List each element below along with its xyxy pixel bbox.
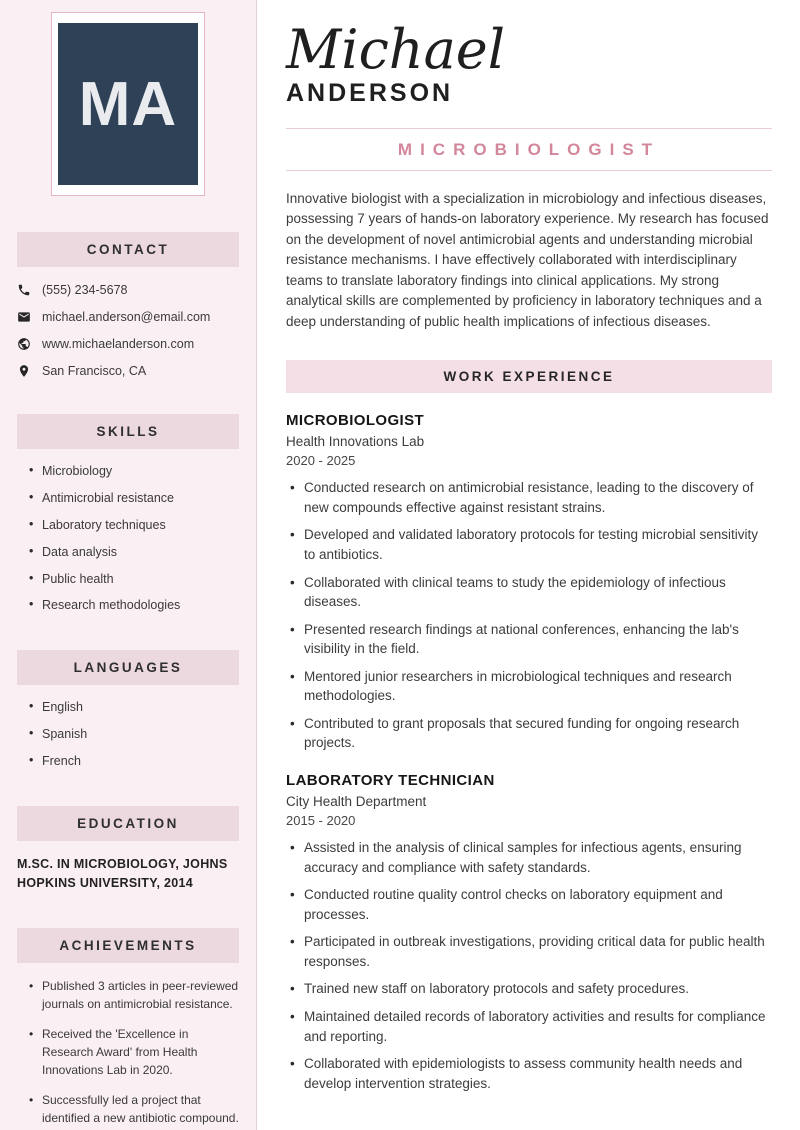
contact-phone <box>17 283 239 297</box>
languages-header: LANGUAGES <box>17 650 239 685</box>
first-name: Michael <box>286 18 506 81</box>
job-bullet: • Trained new staff on laboratory protocols and safety procedures. <box>286 979 772 999</box>
achievements-header: ACHIEVEMENTS <box>17 928 239 963</box>
contact-list <box>17 283 239 378</box>
skills-section <box>17 414 239 614</box>
skill-item: • Research methodologies <box>29 597 239 614</box>
monogram-box <box>58 23 198 185</box>
education-header: EDUCATION <box>17 806 239 841</box>
skill-item: • Laboratory techniques <box>29 517 239 534</box>
contact-phone-text: (555) 234-5678 <box>42 283 128 297</box>
education-section <box>17 806 239 893</box>
job-bullet: • Conducted research on antimicrobial resistance, leading to the discovery of new compounds effective against resistant strains. <box>286 478 772 517</box>
language-item: • English <box>29 699 239 716</box>
contact-header: CONTACT <box>17 232 239 267</box>
job-bullet: • Conducted routine quality control checks on laboratory equipment and processes. <box>286 885 772 924</box>
job-bullet: • Developed and validated laboratory protocols for testing microbial sensitivity to antibiotics. <box>286 525 772 564</box>
skill-item: • Data analysis <box>29 544 239 561</box>
contact-location <box>17 364 239 378</box>
achievement-item: • Received the 'Excellence in Research Award' from Health Innovations Lab in 2020. <box>29 1025 239 1079</box>
job-role: LABORATORY TECHNICIAN <box>286 772 495 790</box>
education-degree: M.SC. IN MICROBIOLOGY, JOHNS HOPKINS UNIVERSITY, 2014 <box>17 856 228 890</box>
job-bullet: • Maintained detailed records of laboratory activities and results for compliance and reporting. <box>286 1007 772 1046</box>
job-bullet: • Collaborated with epidemiologists to assess community health needs and develop intervention strategies. <box>286 1054 772 1093</box>
contact-location-text: San Francisco, CA <box>42 364 147 378</box>
main-content <box>257 0 800 1130</box>
monogram-card <box>51 12 205 196</box>
globe-icon <box>17 337 31 351</box>
job-bullet: • Assisted in the analysis of clinical samples for infectious agents, ensuring accuracy and compliance with safety standards. <box>286 838 772 877</box>
monogram-initials: MA <box>78 69 178 139</box>
job-bullet-list <box>286 838 772 1093</box>
job-entry <box>286 772 772 1093</box>
job-role: MICROBIOLOGIST <box>286 412 425 430</box>
languages-section <box>17 650 239 770</box>
divider <box>286 170 772 171</box>
job-dates: 2015 - 2020 <box>286 813 356 829</box>
location-icon <box>17 364 31 378</box>
job-bullet: • Collaborated with clinical teams to study the epidemiology of infectious diseases. <box>286 573 772 612</box>
skills-list <box>29 463 239 614</box>
language-item: • Spanish <box>29 726 239 743</box>
email-icon <box>17 310 31 324</box>
skills-header: SKILLS <box>17 414 239 449</box>
job-bullet: • Mentored junior researchers in microbiological techniques and research methodologies. <box>286 667 772 706</box>
job-bullet: • Participated in outbreak investigations, providing critical data for public health responses. <box>286 932 772 971</box>
phone-icon <box>17 283 31 297</box>
professional-summary: Innovative biologist with a specialization in microbiology and infectious diseases, possessing 7 years of hands-on laboratory experience. My research has focused on the development of novel antimicrobial agents and understanding microbial resistance mechanisms. I have effectively collaborated with interdisciplinary teams to translate laboratory findings into clinical applications. My strong analytical skills are complemented by proficiency in laboratory techniques and a deep understanding of public health implications of infectious diseases. <box>286 190 769 329</box>
contact-email-text: michael.anderson@email.com <box>42 310 211 324</box>
skill-item: • Antimicrobial resistance <box>29 490 239 507</box>
language-item: • French <box>29 753 239 770</box>
job-bullet: • Presented research findings at national conferences, enhancing the lab's visibility in the field. <box>286 620 772 659</box>
job-bullet-list <box>286 478 772 753</box>
skill-item: • Public health <box>29 571 239 588</box>
contact-website <box>17 337 239 351</box>
languages-list <box>29 699 239 770</box>
job-entry <box>286 412 772 753</box>
achievements-list <box>29 977 239 1127</box>
achievements-section <box>17 928 239 1127</box>
job-bullet: • Contributed to grant proposals that secured funding for ongoing research projects. <box>286 714 772 753</box>
achievement-item: • Successfully led a project that identified a new antibiotic compound. <box>29 1091 239 1127</box>
work-experience-header: WORK EXPERIENCE <box>286 360 772 393</box>
job-headline: MICROBIOLOGIST <box>397 139 661 159</box>
contact-email <box>17 310 239 324</box>
achievement-item: • Published 3 articles in peer-reviewed journals on antimicrobial resistance. <box>29 977 239 1013</box>
job-dates: 2020 - 2025 <box>286 453 356 469</box>
contact-section <box>17 232 239 378</box>
job-company: Health Innovations Lab <box>286 434 425 450</box>
last-name: ANDERSON <box>286 78 454 107</box>
skill-item: • Microbiology <box>29 463 239 480</box>
contact-website-text: www.michaelanderson.com <box>42 337 195 351</box>
sidebar <box>0 0 257 1130</box>
job-company: City Health Department <box>286 794 427 810</box>
